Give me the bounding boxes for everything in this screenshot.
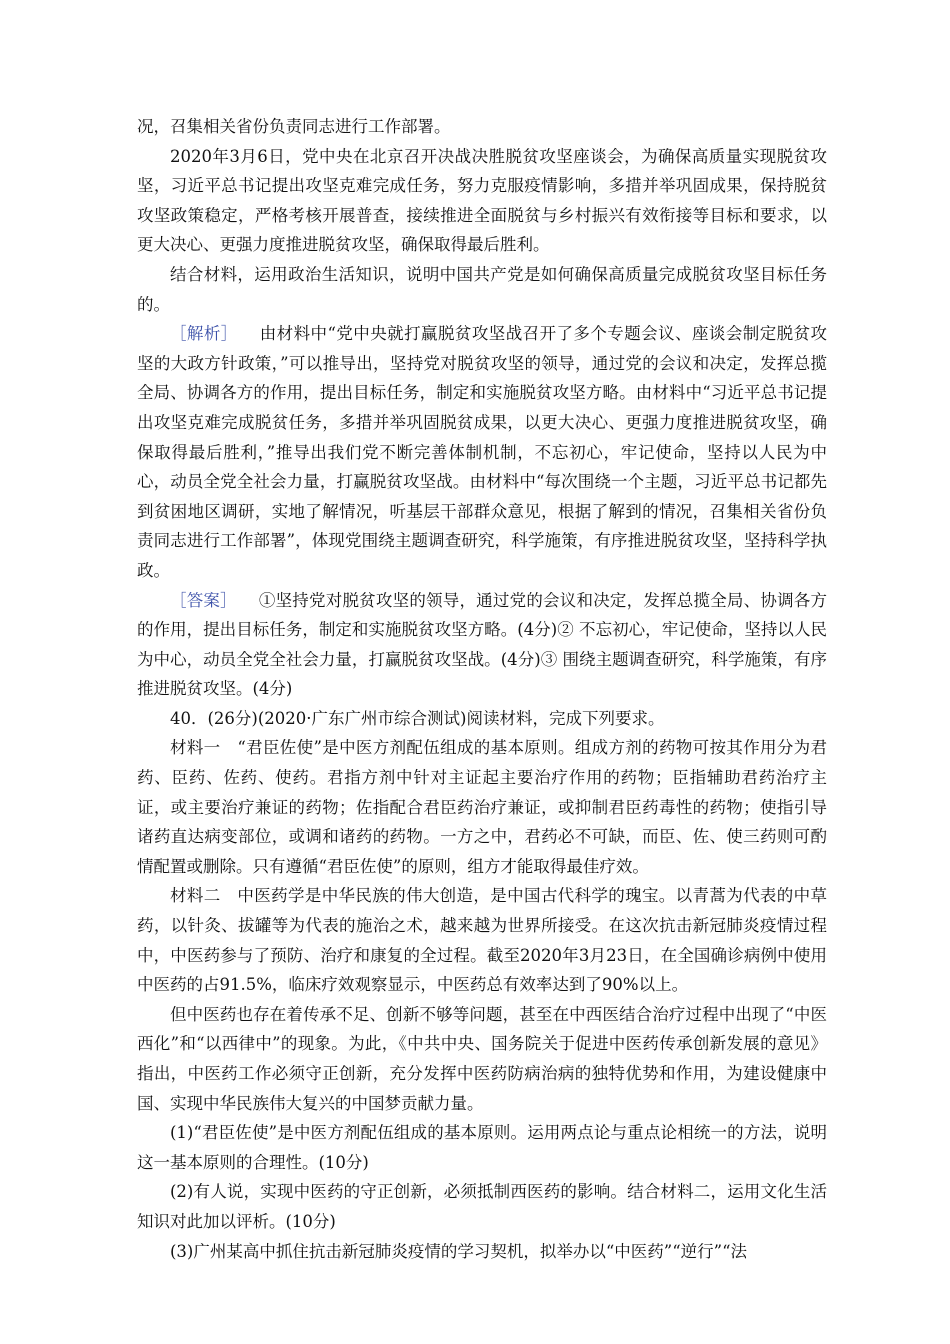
analysis-tag: ［解析］ xyxy=(170,324,238,344)
material-one: 材料一 “君臣佐使”是中医方剂配伍组成的基本原则。组成方剂的药物可按其作用分为君药、臣药、佐药、使药。君指方剂中针对主证起主要治疗作用的药物；臣指辅助君药治疗主证，或主要治疗兼证的药物；佐指配合君臣药治疗兼证，或抑制君臣药毒性的药物；使指引导诸药直达病变部位，或调和诸药的药物。一方之中，君药必不可缺，而臣、佐、使三药则可酌情配置或删除。只有遵循“君臣佐使”的原则，组方才能取得最佳疗效。 xyxy=(137,738,827,876)
paragraph-material: 2020年3月6日，党中央在北京召开决战决胜脱贫攻坚座谈会，为确保高质量实现脱贫攻坚，习近平总书记提出攻坚克难完成任务，努力克服疫情影响，多措并举巩固成果，保持脱贫攻坚政策稳定，严格考核开展普查，接续推进全面脱贫与乡村振兴有效衔接等目标和要求，以更大决心、更强力度推进脱贫攻坚，确保取得最后胜利。 xyxy=(137,146,827,255)
analysis-paragraph xyxy=(137,319,827,585)
sub-question-3: (3)广州某高中抓住抗击新冠肺炎疫情的学习契机，拟举办以“中医药”“逆行”“法 xyxy=(170,1241,748,1261)
document-page xyxy=(137,112,827,1266)
paragraph-question: 结合材料，运用政治生活知识，说明中国共产党是如何确保高质量完成脱贫攻坚目标任务的。 xyxy=(137,264,827,314)
material-two-continued: 但中医药也存在着传承不足、创新不够等问题，甚至在中西医结合治疗过程中出现了“中医西化”和“以西律中”的现象。为此，《中共中央、国务院关于促进中医药传承创新发展的意见》指出，中医药工作必须守正创新，充分发挥中医药防病治病的独特优势和作用，为建设健康中国、实现中华民族伟大复兴的中国梦贡献力量。 xyxy=(137,1004,827,1113)
sub-question-2: (2)有人说，实现中医药的守正创新，必须抵制西医药的影响。结合材料二，运用文化生活知识对此加以评析。(10分) xyxy=(137,1182,827,1231)
paragraph-continuation: 况，召集相关省份负责同志进行工作部署。 xyxy=(137,117,451,136)
answer-text: ①坚持党对脱贫攻坚的领导，通过党的会议和决定，发挥总揽全局、协调各方的作用，提出目标任务，制定和实施脱贫攻坚方略。(4分)② 不忘初心，牢记使命，坚持以人民为中心，动员全党全社会力量，打赢脱贫攻坚战。(4分)③ 围绕主题调查研究，科学施策，有序推进脱贫攻坚。(4分) xyxy=(137,590,828,699)
answer-tag: ［答案］ xyxy=(170,590,237,610)
question-40-heading: 40．(26分)(2020·广东广州市综合测试)阅读材料，完成下列要求。 xyxy=(170,708,665,728)
answer-paragraph xyxy=(137,586,827,704)
material-two: 材料二 中医药学是中华民族的伟大创造，是中国古代科学的瑰宝。以青蒿为代表的中草药，以针灸、拔罐等为代表的施治之术，越来越为世界所接受。在这次抗击新冠肺炎疫情过程中，中医药参与了预防、治疗和康复的全过程。截至2020年3月23日，在全国确诊病例中使用中医药的占91.5%，临床疗效观察显示，中医药总有效率达到了90%以上。 xyxy=(137,886,827,995)
analysis-text: 由材料中“党中央就打赢脱贫攻坚战召开了多个专题会议、座谈会制定脱贫攻坚的大政方针政策，”可以推导出，坚持党对脱贫攻坚的领导，通过党的会议和决定，发挥总揽全局、协调各方的作用，提出目标任务，制定和实施脱贫攻坚方略。由材料中“习近平总书记提出攻坚克难完成脱贫任务，多措并举巩固脱贫成果，以更大决心、更强力度推进脱贫攻坚，确保取得最后胜利，”推导出我们党不断完善体制机制，不忘初心，牢记使命，坚持以人民为中心，动员全党全社会力量，打赢脱贫攻坚战。由材料中“每次围绕一个主题，习近平总书记都先到贫困地区调研，实地了解情况，听基层干部群众意见，根据了解到的情况，召集相关省份负责同志进行工作部署”，体现党围绕主题调查研究，科学施策，有序推进脱贫攻坚，坚持科学执政。 xyxy=(137,324,828,580)
sub-question-1: (1)“君臣佐使”是中医方剂配伍组成的基本原则。运用两点论与重点论相统一的方法，说明这一基本原则的合理性。(10分) xyxy=(137,1123,827,1172)
